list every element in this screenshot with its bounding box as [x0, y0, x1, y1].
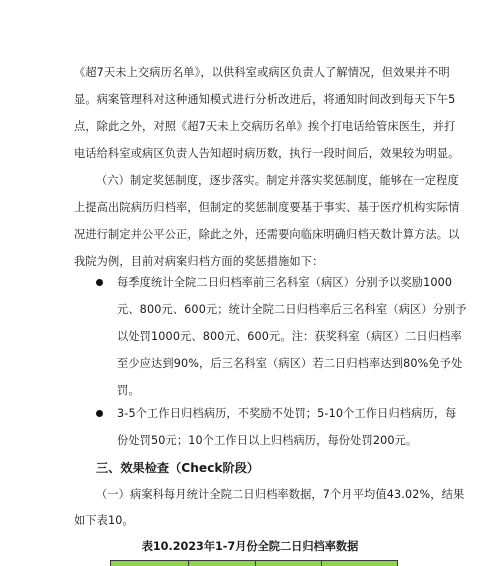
- section-heading: 三、效果检查（Check阶段）: [96, 461, 260, 475]
- paragraph-line: 上提高出院病历归档率，但制定的奖惩制度要基于事实、基于医疗机构实际情: [74, 201, 460, 214]
- bullet-line: 至少应达到90%，后三名科室（病区）若二日归档率达到80%免予处: [117, 357, 463, 370]
- bullet-line: 每季度统计全院二日归档率前三名科室（病区）分别予以奖励1000: [117, 276, 453, 289]
- data-table-header: [110, 560, 398, 566]
- bullet-line: 3-5个工作日归档病历，不奖励不处罚；5-10个工作日归档病历，每: [117, 407, 457, 420]
- bullet-icon: [96, 410, 103, 417]
- table-caption: 表10.2023年1-7月份全院二日归档率数据: [141, 540, 359, 553]
- table-header-cell: [189, 561, 256, 566]
- paragraph-line: （一）病案科每月统计全院二日归档率数据，7个月平均值43.02%，结果: [96, 488, 465, 501]
- bullet-line: 以处罚1000元、800元、600元。注：获奖科室（病区）二日归档率: [117, 330, 462, 343]
- table-header-cell: [111, 561, 189, 566]
- paragraph-line: 我院为例，目前对病案归档方面的奖惩措施如下：: [74, 255, 324, 268]
- table-header-cell: [256, 561, 323, 566]
- paragraph-line: 电话给科室或病区负责人告知超时病历数，执行一段时间后，效果较为明显。: [74, 147, 460, 160]
- bullet-icon: [96, 279, 103, 286]
- paragraph-line: （六）制定奖惩制度，逐步落实。制定并落实奖惩制度，能够在一定程度: [96, 174, 459, 187]
- bullet-line: 份处罚50元；10个工作日以上归档病历，每份处罚200元。: [117, 434, 418, 447]
- bullet-line: 元、800元、600元；统计全院二日归档率后三名科室（病区）分别予: [117, 303, 467, 316]
- paragraph-line: 况进行制定并公平公正，除此之外，还需要向临床明确归档天数计算方法。以: [74, 228, 460, 241]
- bullet-line: 罚。: [117, 384, 140, 397]
- paragraph-line: 点，除此之外，对照《超7天未上交病历名单》挨个打电话给管床医生，并打: [74, 120, 456, 133]
- paragraph-line: 如下表10。: [74, 514, 134, 527]
- table-header-cell: [322, 561, 398, 566]
- paragraph-line: 《超7天未上交病历名单》，以供科室或病区负责人了解情况，但效果并不明: [74, 66, 450, 79]
- paragraph-line: 显。病案管理科对这种通知模式进行分析改进后，将通知时间改到每天下午5: [74, 93, 456, 106]
